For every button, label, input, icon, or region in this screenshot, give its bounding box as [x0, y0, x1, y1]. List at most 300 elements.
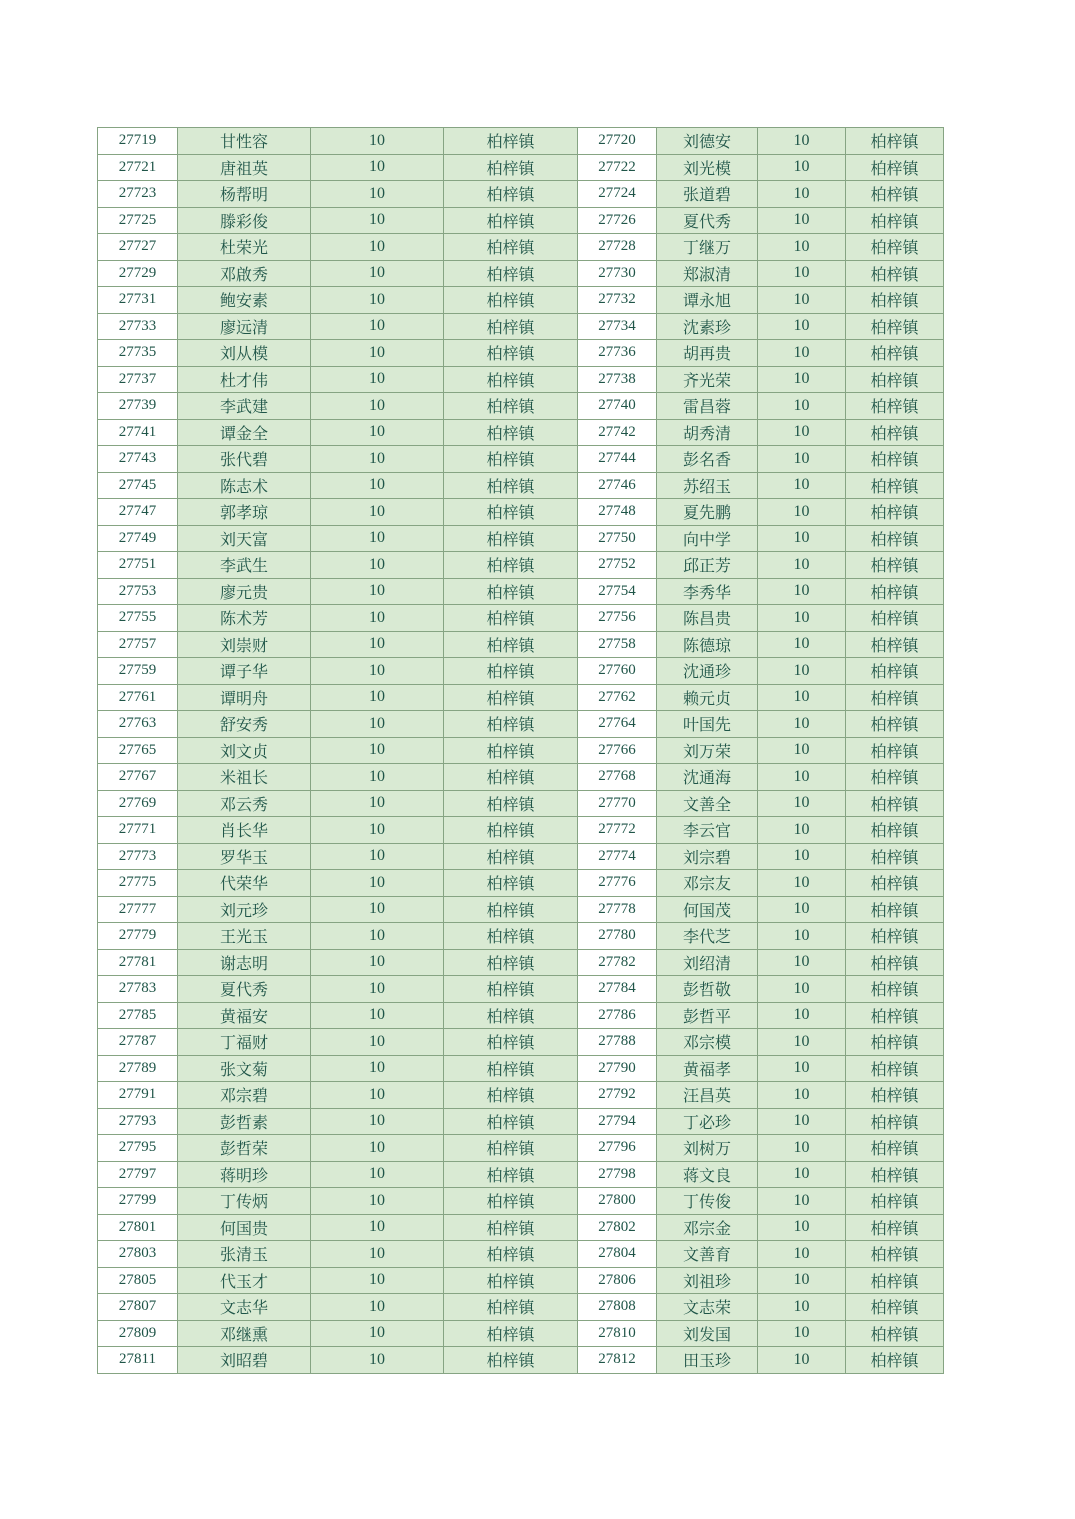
- cell-right-amount: 10: [758, 1188, 846, 1215]
- cell-right-id: 27744: [578, 446, 657, 473]
- cell-right-amount: 10: [758, 764, 846, 791]
- cell-left-town: 柏梓镇: [444, 181, 578, 208]
- cell-right-amount: 10: [758, 1029, 846, 1056]
- cell-right-name: 刘德安: [657, 128, 758, 155]
- table-row: [98, 817, 944, 844]
- cell-left-name: 张清玉: [178, 1241, 311, 1268]
- table-row: [98, 313, 944, 340]
- cell-right-name: 邓宗模: [657, 1029, 758, 1056]
- cell-left-amount: 10: [311, 260, 444, 287]
- cell-left-id: 27807: [98, 1294, 178, 1321]
- table-row: [98, 631, 944, 658]
- cell-right-name: 张道碧: [657, 181, 758, 208]
- cell-right-name: 文善全: [657, 790, 758, 817]
- table-row: [98, 419, 944, 446]
- cell-left-amount: 10: [311, 631, 444, 658]
- cell-right-amount: 10: [758, 393, 846, 420]
- cell-right-id: 27752: [578, 552, 657, 579]
- cell-left-name: 陈志术: [178, 472, 311, 499]
- cell-left-id: 27729: [98, 260, 178, 287]
- cell-right-amount: 10: [758, 817, 846, 844]
- cell-left-name: 邓宗碧: [178, 1082, 311, 1109]
- cell-left-name: 滕彩俊: [178, 207, 311, 234]
- cell-left-name: 蒋明珍: [178, 1161, 311, 1188]
- cell-right-name: 刘绍清: [657, 949, 758, 976]
- cell-right-id: 27766: [578, 737, 657, 764]
- cell-left-amount: 10: [311, 790, 444, 817]
- cell-right-id: 27812: [578, 1347, 657, 1374]
- cell-right-amount: 10: [758, 843, 846, 870]
- cell-left-name: 丁福财: [178, 1029, 311, 1056]
- cell-left-id: 27759: [98, 658, 178, 685]
- cell-right-town: 柏梓镇: [846, 234, 944, 261]
- cell-right-name: 胡秀清: [657, 419, 758, 446]
- cell-right-amount: 10: [758, 1002, 846, 1029]
- cell-right-id: 27804: [578, 1241, 657, 1268]
- cell-right-name: 李代芝: [657, 923, 758, 950]
- cell-right-id: 27806: [578, 1267, 657, 1294]
- cell-left-id: 27779: [98, 923, 178, 950]
- cell-right-amount: 10: [758, 605, 846, 632]
- cell-right-amount: 10: [758, 976, 846, 1003]
- cell-right-amount: 10: [758, 578, 846, 605]
- cell-right-name: 向中学: [657, 525, 758, 552]
- cell-right-amount: 10: [758, 1347, 846, 1374]
- table-row: [98, 234, 944, 261]
- cell-right-id: 27810: [578, 1320, 657, 1347]
- cell-right-town: 柏梓镇: [846, 1082, 944, 1109]
- cell-left-name: 舒安秀: [178, 711, 311, 738]
- cell-left-id: 27745: [98, 472, 178, 499]
- cell-left-amount: 10: [311, 1267, 444, 1294]
- cell-right-amount: 10: [758, 154, 846, 181]
- cell-left-amount: 10: [311, 552, 444, 579]
- cell-left-name: 文志华: [178, 1294, 311, 1321]
- cell-right-town: 柏梓镇: [846, 578, 944, 605]
- cell-left-id: 27795: [98, 1135, 178, 1162]
- cell-left-town: 柏梓镇: [444, 472, 578, 499]
- cell-right-town: 柏梓镇: [846, 207, 944, 234]
- cell-right-name: 何国茂: [657, 896, 758, 923]
- cell-right-town: 柏梓镇: [846, 154, 944, 181]
- table-row: [98, 578, 944, 605]
- cell-right-town: 柏梓镇: [846, 1002, 944, 1029]
- cell-left-name: 谭金全: [178, 419, 311, 446]
- cell-left-name: 张代碧: [178, 446, 311, 473]
- cell-left-id: 27809: [98, 1320, 178, 1347]
- cell-left-amount: 10: [311, 1002, 444, 1029]
- cell-left-id: 27789: [98, 1055, 178, 1082]
- cell-left-amount: 10: [311, 764, 444, 791]
- cell-right-amount: 10: [758, 313, 846, 340]
- cell-right-id: 27772: [578, 817, 657, 844]
- cell-right-amount: 10: [758, 1082, 846, 1109]
- cell-right-id: 27802: [578, 1214, 657, 1241]
- cell-left-id: 27753: [98, 578, 178, 605]
- cell-right-amount: 10: [758, 128, 846, 155]
- cell-left-amount: 10: [311, 1188, 444, 1215]
- cell-left-amount: 10: [311, 843, 444, 870]
- cell-right-name: 刘树万: [657, 1135, 758, 1162]
- cell-left-town: 柏梓镇: [444, 949, 578, 976]
- cell-left-amount: 10: [311, 207, 444, 234]
- cell-right-id: 27722: [578, 154, 657, 181]
- cell-left-id: 27777: [98, 896, 178, 923]
- cell-right-amount: 10: [758, 366, 846, 393]
- cell-left-amount: 10: [311, 949, 444, 976]
- cell-left-town: 柏梓镇: [444, 790, 578, 817]
- cell-left-amount: 10: [311, 976, 444, 1003]
- cell-right-town: 柏梓镇: [846, 1161, 944, 1188]
- cell-right-amount: 10: [758, 446, 846, 473]
- cell-left-name: 谢志明: [178, 949, 311, 976]
- cell-right-id: 27794: [578, 1108, 657, 1135]
- cell-left-id: 27791: [98, 1082, 178, 1109]
- cell-left-name: 鲍安素: [178, 287, 311, 314]
- cell-left-id: 27799: [98, 1188, 178, 1215]
- cell-right-amount: 10: [758, 1108, 846, 1135]
- table-row: [98, 287, 944, 314]
- cell-left-name: 刘元珍: [178, 896, 311, 923]
- cell-left-town: 柏梓镇: [444, 658, 578, 685]
- cell-left-amount: 10: [311, 1347, 444, 1374]
- cell-left-town: 柏梓镇: [444, 923, 578, 950]
- cell-left-id: 27731: [98, 287, 178, 314]
- cell-left-id: 27769: [98, 790, 178, 817]
- cell-right-amount: 10: [758, 552, 846, 579]
- cell-right-id: 27736: [578, 340, 657, 367]
- cell-right-town: 柏梓镇: [846, 1214, 944, 1241]
- cell-right-amount: 10: [758, 711, 846, 738]
- table-row: [98, 870, 944, 897]
- cell-left-town: 柏梓镇: [444, 313, 578, 340]
- cell-right-id: 27746: [578, 472, 657, 499]
- cell-right-town: 柏梓镇: [846, 340, 944, 367]
- cell-right-id: 27770: [578, 790, 657, 817]
- cell-left-amount: 10: [311, 393, 444, 420]
- cell-left-town: 柏梓镇: [444, 764, 578, 791]
- table-row: [98, 1108, 944, 1135]
- cell-left-town: 柏梓镇: [444, 128, 578, 155]
- cell-left-town: 柏梓镇: [444, 1161, 578, 1188]
- table-row: [98, 764, 944, 791]
- cell-right-town: 柏梓镇: [846, 525, 944, 552]
- cell-left-name: 丁传炳: [178, 1188, 311, 1215]
- cell-left-id: 27811: [98, 1347, 178, 1374]
- cell-left-town: 柏梓镇: [444, 737, 578, 764]
- cell-left-amount: 10: [311, 472, 444, 499]
- table-row: [98, 181, 944, 208]
- cell-right-name: 叶国先: [657, 711, 758, 738]
- cell-right-id: 27796: [578, 1135, 657, 1162]
- cell-left-amount: 10: [311, 1108, 444, 1135]
- cell-left-town: 柏梓镇: [444, 287, 578, 314]
- table-row: [98, 260, 944, 287]
- cell-right-town: 柏梓镇: [846, 393, 944, 420]
- cell-left-name: 陈术芳: [178, 605, 311, 632]
- cell-right-amount: 10: [758, 207, 846, 234]
- cell-left-id: 27747: [98, 499, 178, 526]
- cell-left-name: 肖长华: [178, 817, 311, 844]
- cell-right-amount: 10: [758, 287, 846, 314]
- cell-left-town: 柏梓镇: [444, 684, 578, 711]
- cell-left-amount: 10: [311, 525, 444, 552]
- cell-left-id: 27765: [98, 737, 178, 764]
- cell-right-id: 27774: [578, 843, 657, 870]
- table-row: [98, 525, 944, 552]
- table-row: [98, 976, 944, 1003]
- table-row: [98, 207, 944, 234]
- table-row: [98, 499, 944, 526]
- cell-left-amount: 10: [311, 1082, 444, 1109]
- cell-left-name: 邓云秀: [178, 790, 311, 817]
- table-row: [98, 684, 944, 711]
- cell-right-amount: 10: [758, 525, 846, 552]
- cell-left-town: 柏梓镇: [444, 843, 578, 870]
- table-row: [98, 340, 944, 367]
- cell-left-name: 邓继熏: [178, 1320, 311, 1347]
- cell-right-amount: 10: [758, 923, 846, 950]
- cell-right-name: 刘宗碧: [657, 843, 758, 870]
- table-row: [98, 393, 944, 420]
- cell-left-id: 27775: [98, 870, 178, 897]
- cell-right-town: 柏梓镇: [846, 605, 944, 632]
- table-row: [98, 1347, 944, 1374]
- table-row: [98, 128, 944, 155]
- cell-right-id: 27754: [578, 578, 657, 605]
- cell-right-id: 27732: [578, 287, 657, 314]
- cell-right-amount: 10: [758, 737, 846, 764]
- cell-right-amount: 10: [758, 1214, 846, 1241]
- cell-left-id: 27741: [98, 419, 178, 446]
- table-row: [98, 1029, 944, 1056]
- cell-right-town: 柏梓镇: [846, 790, 944, 817]
- cell-left-id: 27735: [98, 340, 178, 367]
- cell-right-id: 27792: [578, 1082, 657, 1109]
- cell-left-town: 柏梓镇: [444, 366, 578, 393]
- cell-right-town: 柏梓镇: [846, 472, 944, 499]
- cell-right-amount: 10: [758, 499, 846, 526]
- cell-right-id: 27748: [578, 499, 657, 526]
- cell-left-name: 彭哲荣: [178, 1135, 311, 1162]
- data-table: [97, 127, 944, 1374]
- cell-left-name: 米祖长: [178, 764, 311, 791]
- cell-left-town: 柏梓镇: [444, 976, 578, 1003]
- cell-left-town: 柏梓镇: [444, 234, 578, 261]
- cell-right-id: 27800: [578, 1188, 657, 1215]
- cell-left-name: 廖远清: [178, 313, 311, 340]
- cell-left-amount: 10: [311, 154, 444, 181]
- cell-right-town: 柏梓镇: [846, 949, 944, 976]
- cell-right-name: 邓宗金: [657, 1214, 758, 1241]
- cell-right-town: 柏梓镇: [846, 446, 944, 473]
- cell-left-name: 唐祖英: [178, 154, 311, 181]
- cell-right-id: 27742: [578, 419, 657, 446]
- cell-left-town: 柏梓镇: [444, 1082, 578, 1109]
- cell-left-town: 柏梓镇: [444, 1135, 578, 1162]
- cell-left-name: 代玉才: [178, 1267, 311, 1294]
- cell-right-town: 柏梓镇: [846, 976, 944, 1003]
- cell-left-town: 柏梓镇: [444, 1108, 578, 1135]
- cell-left-town: 柏梓镇: [444, 525, 578, 552]
- cell-left-town: 柏梓镇: [444, 499, 578, 526]
- cell-right-name: 彭名香: [657, 446, 758, 473]
- cell-right-town: 柏梓镇: [846, 870, 944, 897]
- cell-right-amount: 10: [758, 181, 846, 208]
- cell-left-amount: 10: [311, 870, 444, 897]
- cell-left-id: 27751: [98, 552, 178, 579]
- cell-left-amount: 10: [311, 1294, 444, 1321]
- table-row: [98, 711, 944, 738]
- cell-right-amount: 10: [758, 1241, 846, 1268]
- cell-left-town: 柏梓镇: [444, 154, 578, 181]
- table-row: [98, 1241, 944, 1268]
- cell-right-town: 柏梓镇: [846, 181, 944, 208]
- cell-right-name: 夏先鹏: [657, 499, 758, 526]
- cell-left-amount: 10: [311, 128, 444, 155]
- cell-right-town: 柏梓镇: [846, 366, 944, 393]
- cell-left-amount: 10: [311, 419, 444, 446]
- cell-right-town: 柏梓镇: [846, 764, 944, 791]
- cell-right-id: 27764: [578, 711, 657, 738]
- cell-left-town: 柏梓镇: [444, 1214, 578, 1241]
- cell-left-name: 黄福安: [178, 1002, 311, 1029]
- cell-right-id: 27786: [578, 1002, 657, 1029]
- cell-right-town: 柏梓镇: [846, 419, 944, 446]
- cell-right-amount: 10: [758, 949, 846, 976]
- cell-left-name: 郭孝琼: [178, 499, 311, 526]
- cell-right-name: 雷昌蓉: [657, 393, 758, 420]
- cell-left-name: 邓啟秀: [178, 260, 311, 287]
- cell-right-town: 柏梓镇: [846, 631, 944, 658]
- table-row: [98, 1161, 944, 1188]
- cell-left-name: 杨帮明: [178, 181, 311, 208]
- cell-right-amount: 10: [758, 1320, 846, 1347]
- cell-right-id: 27740: [578, 393, 657, 420]
- cell-left-amount: 10: [311, 658, 444, 685]
- cell-left-town: 柏梓镇: [444, 870, 578, 897]
- cell-left-name: 谭明舟: [178, 684, 311, 711]
- cell-left-id: 27763: [98, 711, 178, 738]
- cell-right-amount: 10: [758, 684, 846, 711]
- cell-left-id: 27783: [98, 976, 178, 1003]
- cell-right-amount: 10: [758, 260, 846, 287]
- cell-left-amount: 10: [311, 578, 444, 605]
- table-body: [98, 128, 944, 1374]
- cell-right-amount: 10: [758, 234, 846, 261]
- cell-right-id: 27760: [578, 658, 657, 685]
- cell-right-name: 刘光模: [657, 154, 758, 181]
- cell-left-id: 27739: [98, 393, 178, 420]
- cell-right-name: 刘万荣: [657, 737, 758, 764]
- cell-left-name: 罗华玉: [178, 843, 311, 870]
- cell-right-name: 李云官: [657, 817, 758, 844]
- cell-left-id: 27767: [98, 764, 178, 791]
- table-row: [98, 472, 944, 499]
- cell-right-id: 27726: [578, 207, 657, 234]
- cell-right-amount: 10: [758, 631, 846, 658]
- cell-right-amount: 10: [758, 1267, 846, 1294]
- cell-left-id: 27805: [98, 1267, 178, 1294]
- cell-right-name: 胡再贵: [657, 340, 758, 367]
- cell-right-id: 27758: [578, 631, 657, 658]
- cell-left-amount: 10: [311, 287, 444, 314]
- cell-left-id: 27781: [98, 949, 178, 976]
- cell-right-amount: 10: [758, 340, 846, 367]
- cell-left-amount: 10: [311, 1029, 444, 1056]
- cell-right-name: 陈昌贵: [657, 605, 758, 632]
- cell-left-amount: 10: [311, 340, 444, 367]
- cell-left-id: 27801: [98, 1214, 178, 1241]
- cell-right-id: 27768: [578, 764, 657, 791]
- table-row: [98, 896, 944, 923]
- cell-left-id: 27743: [98, 446, 178, 473]
- cell-right-town: 柏梓镇: [846, 1029, 944, 1056]
- cell-right-id: 27780: [578, 923, 657, 950]
- cell-right-name: 田玉珍: [657, 1347, 758, 1374]
- cell-left-town: 柏梓镇: [444, 1188, 578, 1215]
- cell-right-id: 27756: [578, 605, 657, 632]
- table-row: [98, 658, 944, 685]
- cell-right-town: 柏梓镇: [846, 1188, 944, 1215]
- cell-right-town: 柏梓镇: [846, 923, 944, 950]
- cell-right-id: 27734: [578, 313, 657, 340]
- cell-right-amount: 10: [758, 419, 846, 446]
- cell-right-town: 柏梓镇: [846, 1267, 944, 1294]
- cell-right-id: 27808: [578, 1294, 657, 1321]
- cell-right-amount: 10: [758, 896, 846, 923]
- cell-left-town: 柏梓镇: [444, 552, 578, 579]
- cell-left-name: 张文菊: [178, 1055, 311, 1082]
- cell-right-name: 丁继万: [657, 234, 758, 261]
- cell-left-amount: 10: [311, 605, 444, 632]
- cell-left-id: 27787: [98, 1029, 178, 1056]
- cell-left-amount: 10: [311, 817, 444, 844]
- cell-left-amount: 10: [311, 923, 444, 950]
- cell-left-town: 柏梓镇: [444, 1320, 578, 1347]
- cell-right-town: 柏梓镇: [846, 896, 944, 923]
- cell-left-id: 27719: [98, 128, 178, 155]
- cell-left-amount: 10: [311, 1135, 444, 1162]
- cell-left-name: 李武生: [178, 552, 311, 579]
- cell-left-name: 王光玉: [178, 923, 311, 950]
- cell-left-town: 柏梓镇: [444, 446, 578, 473]
- cell-right-town: 柏梓镇: [846, 737, 944, 764]
- table-row: [98, 790, 944, 817]
- cell-right-id: 27750: [578, 525, 657, 552]
- cell-right-id: 27738: [578, 366, 657, 393]
- cell-left-id: 27721: [98, 154, 178, 181]
- cell-left-id: 27761: [98, 684, 178, 711]
- table-row: [98, 737, 944, 764]
- cell-left-town: 柏梓镇: [444, 578, 578, 605]
- cell-left-id: 27785: [98, 1002, 178, 1029]
- cell-left-town: 柏梓镇: [444, 1241, 578, 1268]
- cell-right-name: 苏绍玉: [657, 472, 758, 499]
- cell-left-name: 廖元贵: [178, 578, 311, 605]
- cell-right-amount: 10: [758, 870, 846, 897]
- cell-left-amount: 10: [311, 499, 444, 526]
- cell-left-amount: 10: [311, 446, 444, 473]
- cell-right-town: 柏梓镇: [846, 313, 944, 340]
- cell-right-name: 郑淑清: [657, 260, 758, 287]
- table-row: [98, 1320, 944, 1347]
- table-row: [98, 1214, 944, 1241]
- cell-left-amount: 10: [311, 181, 444, 208]
- cell-left-amount: 10: [311, 1320, 444, 1347]
- table-row: [98, 1188, 944, 1215]
- cell-left-id: 27771: [98, 817, 178, 844]
